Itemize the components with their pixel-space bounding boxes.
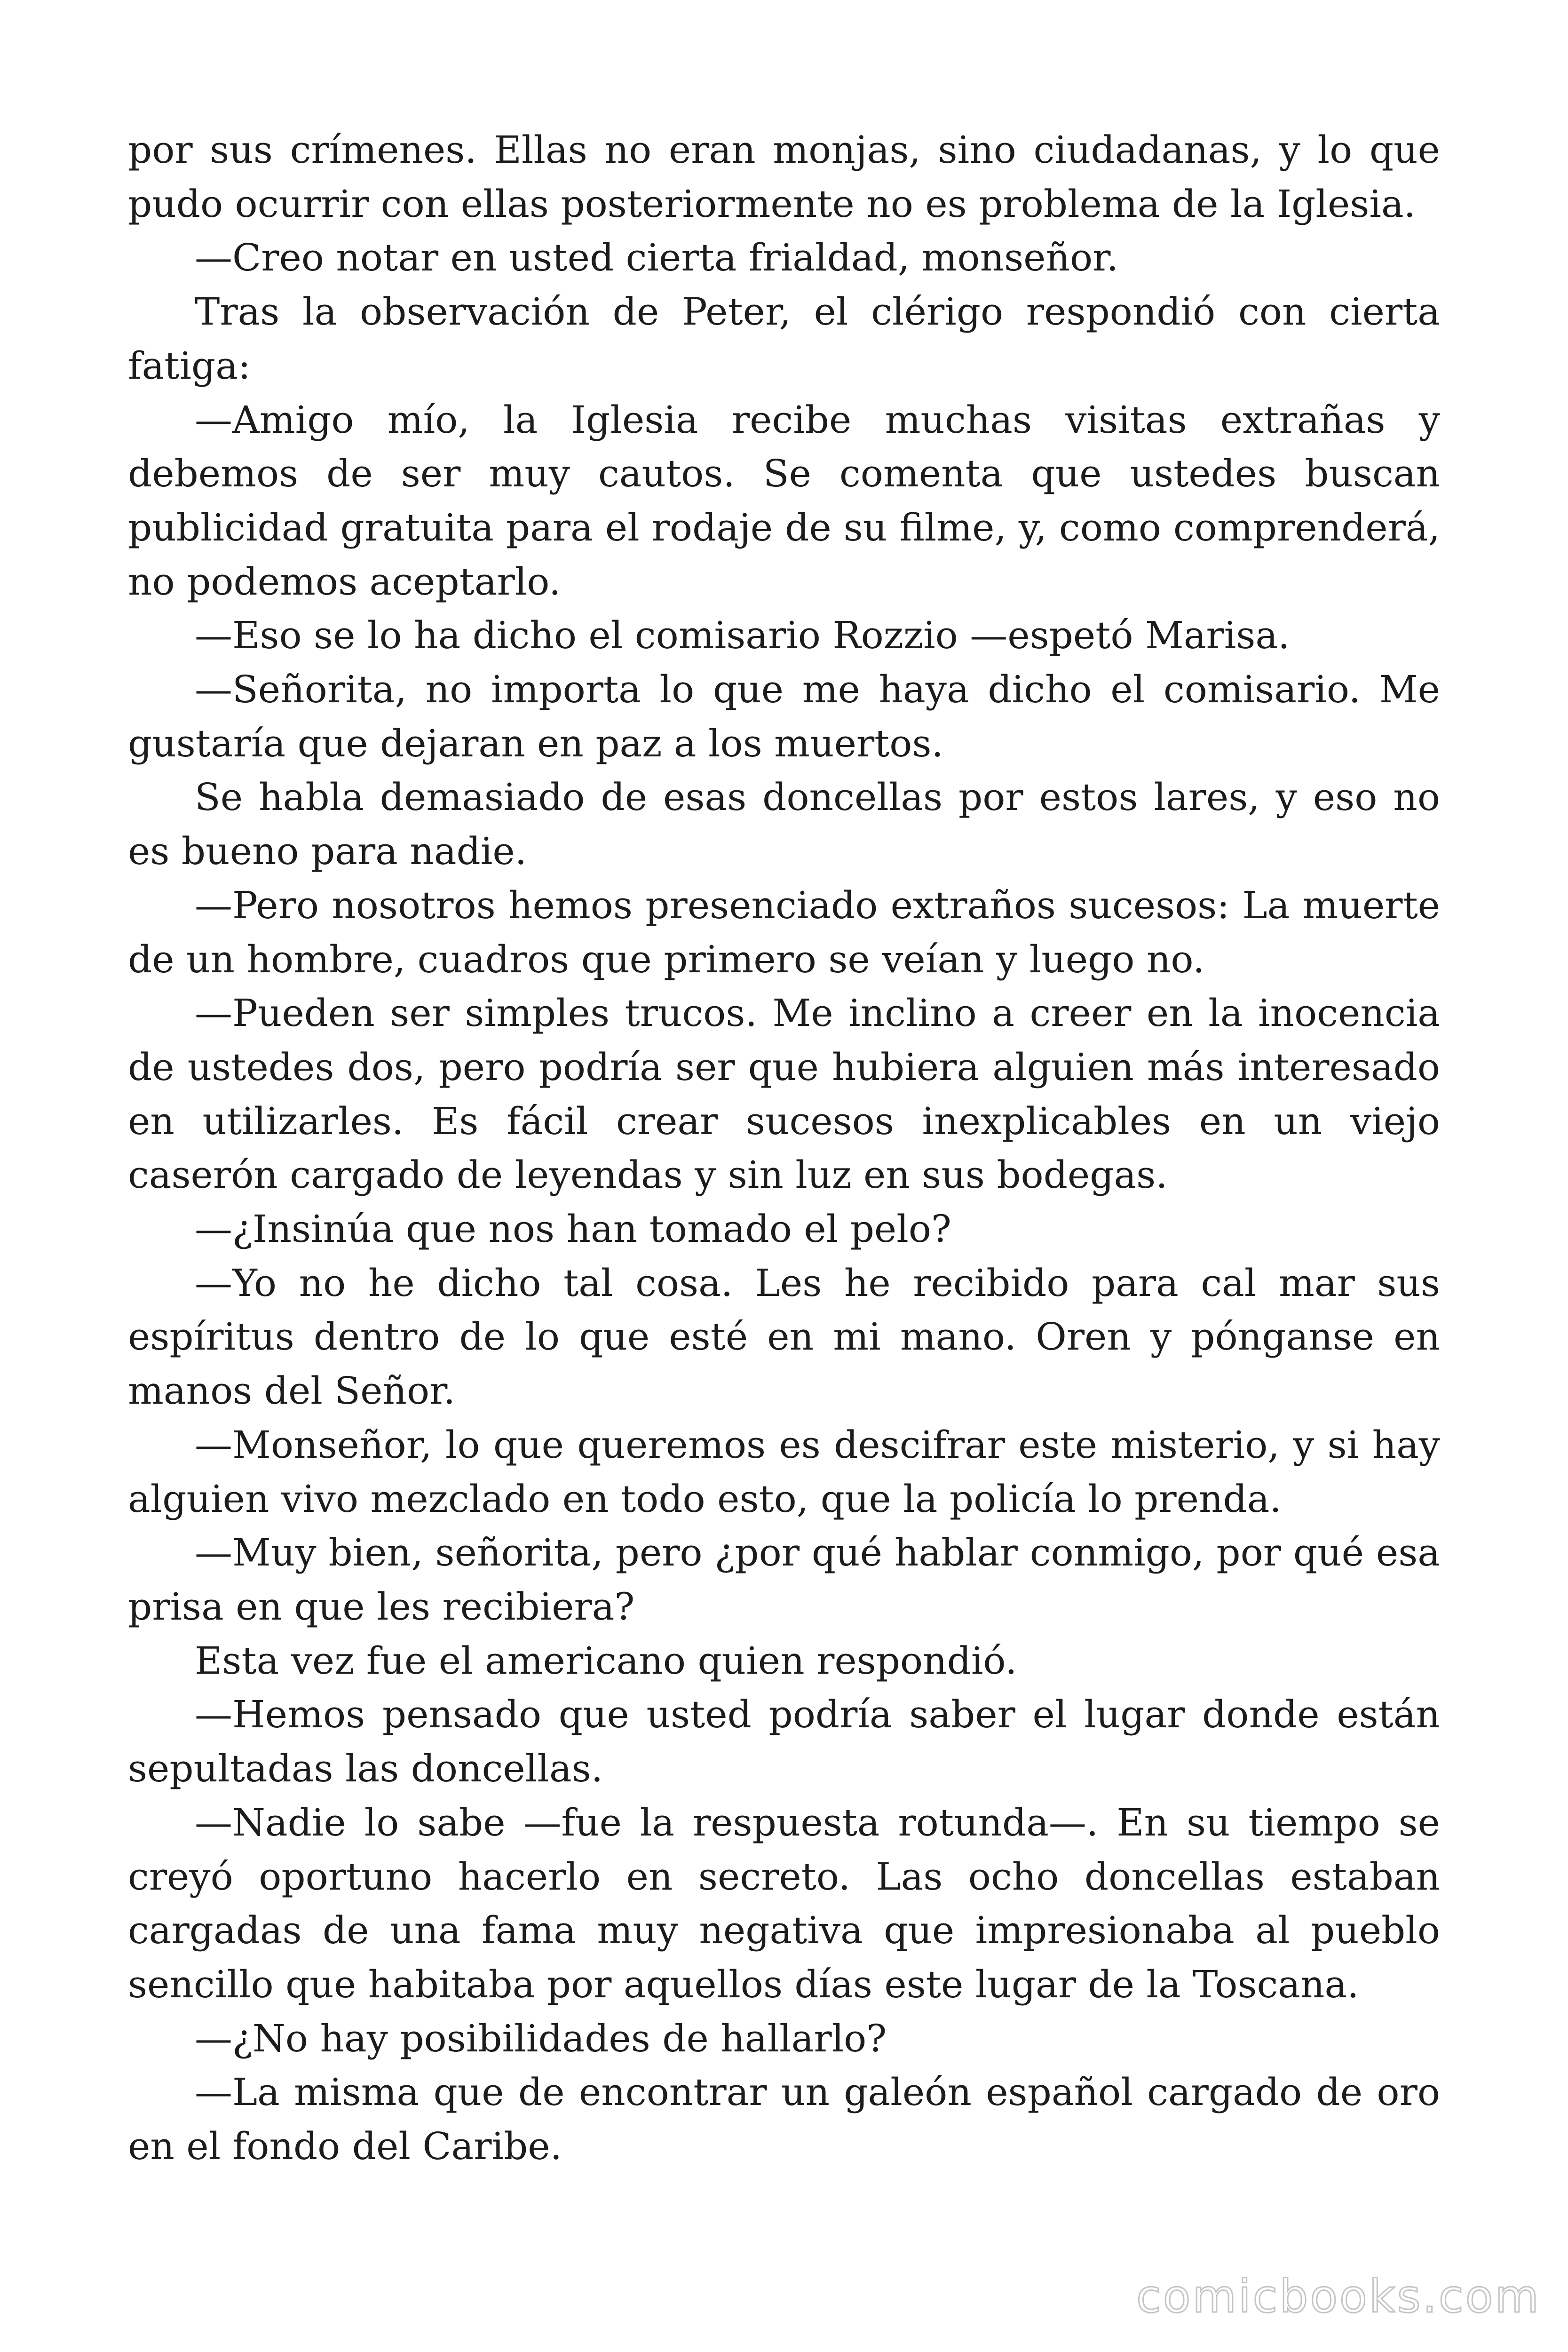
paragraph: —Eso se lo ha dicho el comisario Rozzio —espetó Marisa.: [195, 613, 1290, 658]
paragraph: —Muy bien, señorita, pero ¿por qué hablar conmigo, por qué esa prisa en que les recibiera?: [128, 1531, 1440, 1629]
watermark: comicbooks.com: [1136, 2270, 1541, 2323]
paragraph: —Nadie lo sabe —fue la respuesta rotunda—. En su tiempo se creyó oportuno hacerlo en secreto. Las ocho doncellas estaban cargadas de una fama muy negativa que impresionaba al pueblo sencillo que habitaba por aquellos días este lugar de la Toscana.: [128, 1800, 1440, 2006]
paragraph: —Creo notar en usted cierta frialdad, monseñor.: [195, 236, 1119, 280]
paragraph: Esta vez fue el americano quien respondió.: [195, 1638, 1017, 1683]
page-text: [128, 123, 1440, 2174]
paragraph: por sus crímenes. Ellas no eran monjas, sino ciudadanas, y lo que pudo ocurrir con ellas posteriormente no es problema de la Iglesia.: [128, 128, 1440, 226]
paragraph: —Señorita, no importa lo que me haya dicho el comisario. Me gustaría que dejaran en paz a los muertos.: [128, 667, 1440, 765]
paragraph: —Amigo mío, la Iglesia recibe muchas visitas extrañas y debemos de ser muy cautos. Se comenta que ustedes buscan publicidad gratuita para el rodaje de su filme, y, como comprenderá, no podemos aceptarlo.: [128, 397, 1440, 604]
paragraph: —Monseñor, lo que queremos es descifrar este misterio, y si hay alguien vivo mezclado en todo esto, que la policía lo prenda.: [128, 1422, 1440, 1521]
paragraph: —Pero nosotros hemos presenciado extraños sucesos: La muerte de un hombre, cuadros que primero se veían y luego no.: [128, 883, 1440, 981]
paragraph: —Pueden ser simples trucos. Me inclino a creer en la inocencia de ustedes dos, pero podría ser que hubiera alguien más interesado en utilizarles. Es fácil crear sucesos inexplicables en un viejo caserón cargado de leyendas y sin luz en sus bodegas.: [128, 991, 1440, 1197]
paragraph: —Hemos pensado que usted podría saber el lugar donde están sepultadas las doncellas.: [128, 1692, 1440, 1791]
paragraph: —Yo no he dicho tal cosa. Les he recibido para cal mar sus espíritus dentro de lo que esté en mi mano. Oren y pónganse en manos del Señor.: [128, 1261, 1440, 1413]
paragraph: —¿Insinúa que nos han tomado el pelo?: [195, 1207, 951, 1251]
paragraph: Tras la observación de Peter, el clérigo respondió con cierta fatiga:: [128, 290, 1440, 388]
paragraph: —La misma que de encontrar un galeón español cargado de oro en el fondo del Caribe.: [128, 2070, 1440, 2169]
paragraph: —¿No hay posibilidades de hallarlo?: [195, 2016, 887, 2060]
paragraph: Se habla demasiado de esas doncellas por estos lares, y eso no es bueno para nadie.: [128, 775, 1440, 874]
